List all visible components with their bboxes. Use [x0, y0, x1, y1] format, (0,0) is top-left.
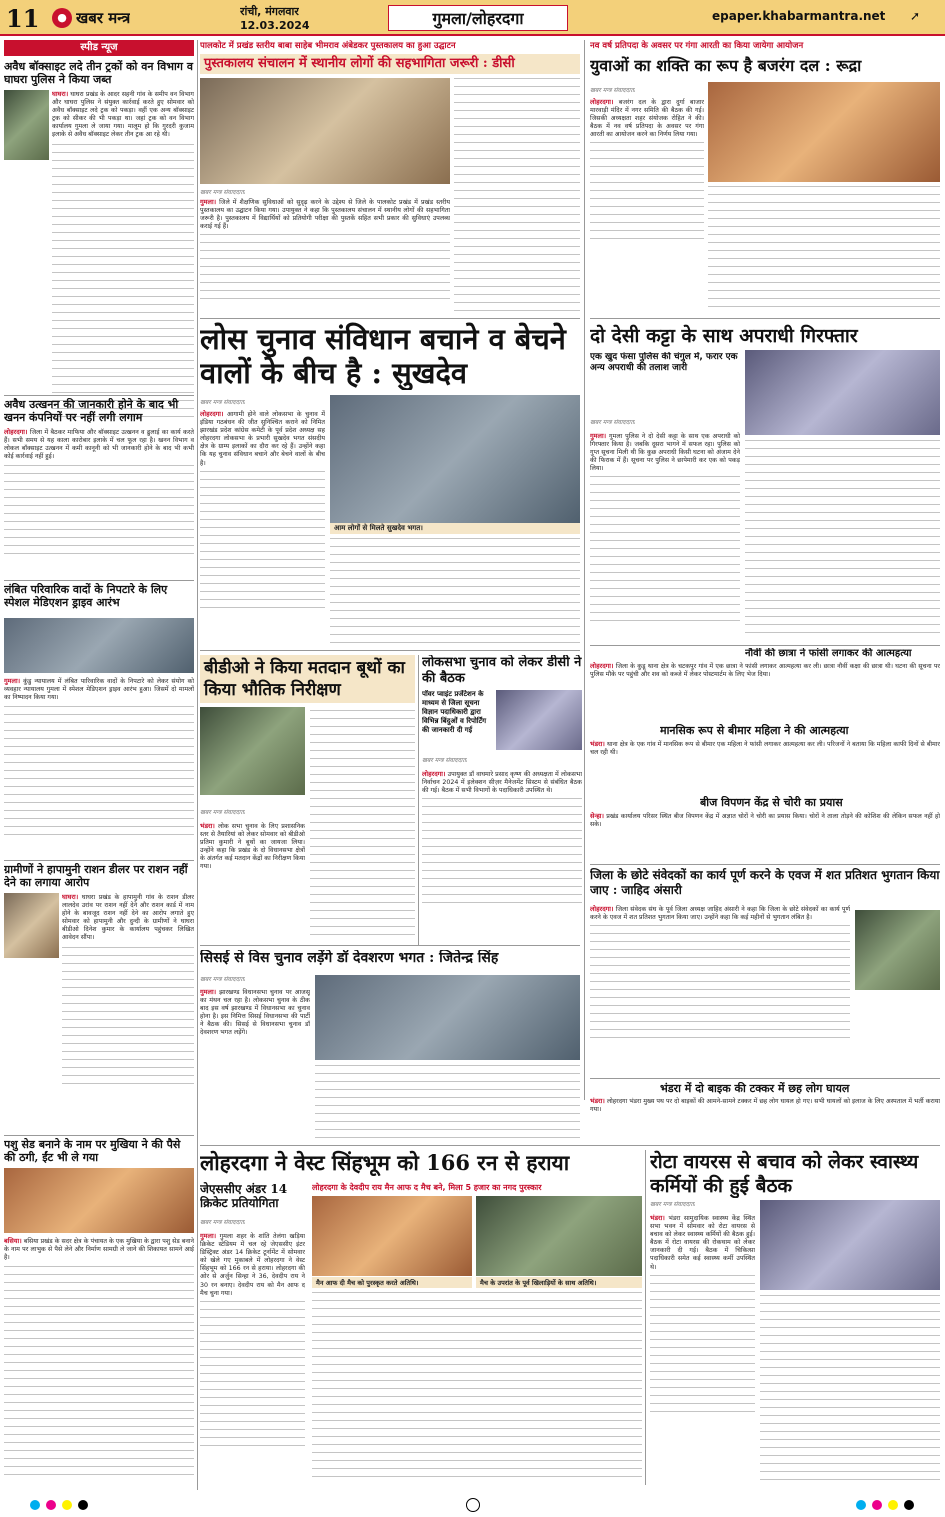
sisai-byline: खबर मन्त्र संवाददाता: [200, 976, 246, 983]
brief-body: लोहरदगा। जिला में बैठकर माफिया और बॉक्साइट उत्खनन व ढुलाई का कार्य करते हैं। सभी समय से यह काला कारोबार इलाके में चल फूल रहा है। खनन विभाग व लोकल बॉक्साइट उत्खनन में कमी कानूनी को भी जानकारी होने के बाद भी कभी कोई कार्रवाई नहीं हुई।: [4, 428, 194, 578]
brief-right-headline: मानसिक रूप से बीमार महिला ने की आत्महत्या: [660, 724, 849, 737]
ganga-body: लोहरदगा। बजरंग दल के द्वारा दुर्गा बाजार मारवाड़ी मंदिर में नगर समिति की बैठक की गई। जिसकी अध्यक्षता शहर संयोजक रोहित ने की। बैठक में नव वर्ष प्रतिपदा के अवसर पर गंगा आरती का आयोजन करने का निर्णय लिया गया।: [590, 98, 704, 313]
speed-news-column: [4, 40, 194, 1490]
rota-photo: [760, 1200, 940, 1290]
brief-right-headline: बीज विपणन केंद्र से चोरी का प्रयास: [700, 796, 843, 809]
rota-body-columns: [760, 1295, 940, 1485]
cursor-icon: ➚: [910, 9, 921, 23]
brief-body: बसिया। बसिया प्रखंड के सदर क्षेत्र के पंचायत के एक मुखिया के द्वारा पशु सेड बनाने के नाम पर लाभुक से पैसे लेने और निर्माण सामग्री ले जाने की शिकायत सामने आई है।: [4, 1237, 194, 1487]
brief-right-body: भंडरा। थाना क्षेत्र के एक गांव में मानसिक रूप से बीमार एक महिला ने फांसी लगाकर आत्महत्या कर ली। परिजनों ने बताया कि महिला काफी दिनों से बीमार चल रही थी।: [590, 740, 940, 757]
dc-meeting-subhead: पॉवर प्वाइंट प्रजेंटेशन के माध्यम से जिला सूचना विज्ञान पदाधिकारी द्वारा विभिन्न बिंदुओं व रिपोर्टिंग की जानकारी दी गई: [422, 690, 487, 734]
bdo-byline: खबर मन्त्र संवाददाता: [200, 809, 246, 816]
lead-body-column: [454, 78, 580, 313]
website-link[interactable]: epaper.khabarmantra.net: [712, 9, 886, 23]
print-registration-bar: [0, 1494, 945, 1517]
bdo-headline: बीडीओ ने किया मतदान बूथों का किया भौतिक निरीक्षण: [200, 655, 415, 703]
bdo-photo: [200, 707, 305, 795]
brief-headline: पशु सेड बनाने के नाम पर मुखिया ने की पैसे की ठगी, ईंट भी ले गया: [4, 1138, 181, 1164]
brief-headline: अवैध उत्खनन की जानकारी होने के बाद भी खनन कंपनियों पर नहीं लगी लगाम: [4, 398, 179, 424]
accident-body: भंडरा। लोहरदगा भंडरा मुख्य पथ पर दो बाइकों की आमने-सामने टक्कर में छह लोग घायल हो गए। सभी घायलों को इलाज के लिए अस्पताल में भर्ती कराया गया।: [590, 1097, 940, 1114]
sisai-body-columns: [315, 1065, 580, 1140]
sukhdev-byline: खबर मन्त्र संवाददाता: [200, 399, 246, 406]
cricket-body-columns: [312, 1292, 642, 1482]
katta-body-column: [745, 440, 940, 640]
brief-photo: [4, 1168, 194, 1233]
dc-meeting-byline: खबर मन्त्र संवाददाता: [422, 757, 468, 764]
speed-news-label: स्पीड न्यूज: [4, 40, 194, 56]
jahid-headline: जिला के छोटे संवेदकों का कार्य पूर्ण करने के एवज में शत प्रतिशत भुगतान किया जाए : जाहिद अंसारी: [590, 868, 940, 897]
brief-right-headline: नौवीं की छात्रा ने फांसी लगाकर की आत्महत्या: [745, 648, 912, 659]
ganga-headline: युवाओं का शक्ति का रूप है बजरंग दल : रूद्रा: [590, 56, 862, 75]
cricket-byline: खबर मन्त्र संवाददाता: [200, 1219, 246, 1226]
lead-byline: खबर मन्त्र संवाददाता: [200, 189, 246, 196]
brief-headline: अवैध बॉक्साइट लदे तीन ट्रकों को वन विभाग व घाघरा पुलिस ने किया जब्त: [4, 60, 193, 86]
section-title: गुमला/लोहरदगा: [388, 5, 568, 31]
lead-kicker: पालकोट में प्रखंड स्तरीय बाबा साहेब भीमराव अंबेडकर पुस्तकालय का हुआ उद्घाटन: [200, 41, 456, 51]
brief-body: घाघरा। घाघरा प्रखंड के आदर सहनी गांव के समीप वन विभाग और घाघरा पुलिस ने संयुक्त कार्रवाई करते हुए सोमवार को अवैध बॉक्साइट लदे ट्रक को पकड़ा। वहीं एक अन्य बॉक्साइट ट्रक को सीकर की भी पकड़ा था। जहां ट्रक को वन विभाग कार्यालय गुमला ले जाया गया। मालूम हो कि गुरदरी कुजाम इलाके से अवैध बॉक्साइट लेकर तीन ट्रक आ रहे थी।: [52, 90, 194, 440]
jahid-photo: [855, 910, 940, 990]
jahid-body: लोहरदगा। जिला संवेदक संघ के पूर्व जिला अध्यक्ष जाहिद अंसारी ने कहा कि जिला के छोटे संवेदकों का कार्य पूर्ण करने के एवज में शत प्रतिशत भुगतान किया जाए। उन्होंने कहा कि कई महीनों से भुगतान लंबित है।: [590, 905, 850, 1075]
bdo-body-column: [310, 710, 415, 940]
sukhdev-photo: [330, 395, 580, 523]
brief-photo: [4, 893, 59, 958]
dateline-date: 12.03.2024: [240, 19, 310, 32]
bdo-body: भंडरा। लोक सभा चुनाव के लिए प्रशासनिक स्तर से तैयारियां को लेकर सोमवार को बीडीओ प्रतिमा कुमारी ने बूथों का जायजा लिया। उन्होंने कहा कि प्रखंड के दो विधानसभा क्षेत्रों के अंतर्गत कई मतदान केंद्रों का निरीक्षण किया गया।: [200, 822, 305, 871]
cricket-photo-left: [312, 1196, 472, 1276]
ganga-byline: खबर मन्त्र संवाददाता: [590, 87, 636, 94]
katta-body: गुमला। गुमला पुलिस ने दो देसी कट्टा के साथ एक अपराधी को गिरफ्तार किया है। जबकि दूसरा भागने में सफल रहा। पुलिस को गुप्त सूचना मिली थी कि कुछ अपराधी किसी घटना को अंजाम देने की फिराक में हैं। सूचना पर पुलिस ने छापेमारी कर एक को पकड़ लिया।: [590, 432, 740, 642]
brief-body: घाघरा। घाघरा प्रखंड के हापामुनी गांव के राशन डीलर लालदेव उरांव पर राशन नहीं देने और राशन कार्ड में नाम होने के बावजूद राशन नहीं देने का आरोप लगाते हुए सोमवार को हापामुनी और दुन्दी के ग्रामीणों ने घाघरा बीडीओ दिनेश कुमार के कार्यालय पहुंचकर लिखित आवेदन सौंपा।: [62, 893, 194, 1133]
lead-photo: [200, 78, 450, 184]
ganga-body-column: [708, 186, 940, 313]
accident-headline: भंडरा में दो बाइक की टक्कर में छह लोग घायल: [660, 1082, 850, 1095]
cricket-sub-left: जेएससीए अंडर 14 क्रिकेट प्रतियोगिता: [200, 1182, 288, 1210]
katta-subhead: एक खुद फंसा पुलिस की चंगुल में, फरार एक अन्य अपराधी की तलाश जारी: [590, 352, 738, 373]
brief-right-body: सेन्हा। प्रखंड कार्यालय परिसर स्थित बीज विपणन केंद्र में अज्ञात चोरों ने चोरी का प्रयास किया। चोरों ने ताला तोड़ने की कोशिश की लेकिन सफल नहीं हो सके।: [590, 812, 940, 829]
masthead-bar: [0, 0, 945, 36]
brief-body: गुमला। कुंडु न्यायालय में लंबित पारिवारिक वादों के निपटारे को लेकर संयोग को व्यवहार न्यायालय गुमला में स्पेशल मेडिएशन ड्राइव आरंभ हुआ। जिसमें दो मामलों का निष्पादन किया गया।: [4, 677, 194, 857]
sisai-body: गुमला। झारखण्ड विधानसभा चुनाव पर आजसू का मंथन चल रहा है। लोकसभा चुनाव के ठीक बाद इस वर्ष झारखण्ड में विधानसभा का चुनाव होना है। इस निमित्त सिसई विधानसभा की पार्टी ने बैठक की। सिसई से विधानसभा चुनाव डॉ देवशरण भगत लड़ेंगे।: [200, 988, 310, 1037]
brand-name: खबर मन्त्र: [76, 9, 131, 27]
ganga-kicker: नव वर्ष प्रतिपदा के अवसर पर गंगा आरती का किया जायेगा आयोजन: [590, 41, 804, 51]
dc-meeting-headline: लोकसभा चुनाव को लेकर डीसी ने की बैठक: [422, 655, 582, 686]
dc-meeting-body: लोहरदगा। उपायुक्त डॉ वाघमारे प्रसाद कृष्ण की अध्यक्षता में लोकसभा निर्वाचन 2024 में इलेक्शन सीज़र मैनेजमेंट सिस्टम से संबंधित बैठक की गई। बैठक में सभी विभागों के पदाधिकारी उपस्थित थे।: [422, 770, 582, 940]
sukhdev-photo-caption: आम लोगों से मिलते सुखदेव भगत।: [330, 523, 580, 534]
cricket-photo-right: [476, 1196, 642, 1276]
brand-logo-icon: ●: [52, 8, 72, 28]
sukhdev-body-columns: [330, 538, 580, 643]
rota-headline: रोटा वायरस से बचाव को लेकर स्वास्थ्य कर्मियों की हुई बैठक: [650, 1151, 919, 1197]
brief-headline: ग्रामीणों ने हापामुनी राशन डीलर पर राशन नहीं देने का लगाया आरोप: [4, 863, 188, 889]
page-number: 11: [6, 4, 40, 33]
brief-right-body: लोहरदगा। जिला के कुडू थाना क्षेत्र के चटकपुर गांव में एक छात्रा ने फांसी लगाकर आत्महत्या कर ली। छात्रा नौवीं कक्षा की छात्रा थी। घटना की सूचना पर पुलिस मौके पर पहुंची और शव को कब्जे में लेकर पोस्टमार्टम के लिए भेज दिया।: [590, 662, 940, 679]
katta-photo: [745, 350, 940, 435]
cricket-sub-center: लोहरदगा के देवदीप राय मैन आफ द मैच बने, मिला 5 हजार का नगद पुरस्कार: [312, 1183, 542, 1192]
brief-headline: लंबित परिवारिक वादों के निपटारे के लिए स्पेशल मेडिएशन ड्राइव आरंभ: [4, 583, 168, 609]
sisai-photo: [315, 975, 580, 1060]
katta-headline: दो देसी कट्टा के साथ अपराधी गिरफ्तार: [590, 325, 858, 347]
cricket-caption-right: मैच के उपरांत के पूर्व खिलाड़ियों के साथ अतिथि।: [476, 1277, 642, 1288]
dc-meeting-photo: [496, 690, 582, 750]
rota-body: भंडरा। भंडरा सामुदायिक स्वास्थ्य केंद्र स्थित सभा भवन में सोमवार को रोटा वायरस से बचाव को लेकर स्वास्थ्य कर्मियों की बैठक हुई। बैठक में रोटा वायरस की रोकथाम को लेकर जानकारी दी गई। बैठक में चिकित्सा पदाधिकारी समेत कई स्वास्थ्य कर्मी उपस्थित थे।: [650, 1214, 755, 1484]
lead-headline: पुस्तकालय संचालन में स्थानीय लोगों की सहभागिता जरूरी : डीसी: [200, 54, 580, 74]
cricket-headline: लोहरदगा ने वेस्ट सिंहभूम को 166 रन से हराया: [200, 1150, 570, 1175]
ganga-photo: [708, 82, 940, 182]
cricket-caption-left: मैन आफ दी मैच को पुरस्कृत करते अतिथि।: [312, 1277, 472, 1288]
brief-photo: [4, 90, 49, 160]
sukhdev-body: लोहरदगा। आगामी होने वाले लोकसभा के चुनाव में इंडिया गठबंधन की जीत सुनिश्चित कराने को निमित झारखंड प्रदेश कांग्रेस कमेटी के पूर्व प्रदेश अध्यक्ष सह लोहरदगा लोकसभा के प्रभारी सुखदेव भगत संसदीय क्षेत्र के ग्राम्य इलाकों का दौरा कर रहे हैं। उन्होंने कहा कि यह चुनाव संविधान बचाने और बेचने वालों के बीच है।: [200, 410, 325, 660]
katta-byline: खबर मन्त्र संवाददाता: [590, 419, 636, 426]
lead-body: गुमला। जिले में शैक्षणिक सुविधाओं को सुदृढ़ करने के उद्देश्य से जिले के पालकोट प्रखंड में प्रखंड स्तरीय पुस्तकालय का उद्घाटन किया गया। उपायुक्त ने कहा कि पुस्तकालय संचालन में स्थानीय लोगों की सहभागिता जरूरी है। पुस्तकालय में विद्यार्थियों को प्रतियोगी परीक्षा की पुस्तकें सहित सभी प्रकार की सुविधाएं उपलब्ध कराई गई हैं।: [200, 198, 450, 313]
rota-byline: खबर मन्त्र संवाददाता: [650, 1201, 696, 1208]
sisai-headline: सिसई से विस चुनाव लड़ेंगे डॉ देवशरण भगत : जितेन्द्र सिंह: [200, 950, 499, 966]
brief-photo: [4, 618, 194, 673]
sukhdev-headline: लोस चुनाव संविधान बचाने व बेचने वालों के बीच है : सुखदेव: [200, 322, 566, 390]
dateline-city: रांची, मंगलवार: [240, 5, 299, 18]
cricket-body: गुमला। गुमला शहर के शांति तेलंगा खड़िया क्रिकेट स्टेडियम में चल रहे जेएससीए इंटर डिस्ट्रिक्ट अंडर 14 क्रिकेट टूर्नामेंट में सोमवार को खेले गए मुकाबले में लोहरदगा ने वेस्ट सिंहभूम को 166 रन से हराया। लोहरदगा की ओर से अर्जुन सिन्हा ने 36, देवदीप राय ने 30 रन बनाए। देवदीप राय को मैन आफ द मैच चुना गया।: [200, 1232, 305, 1482]
